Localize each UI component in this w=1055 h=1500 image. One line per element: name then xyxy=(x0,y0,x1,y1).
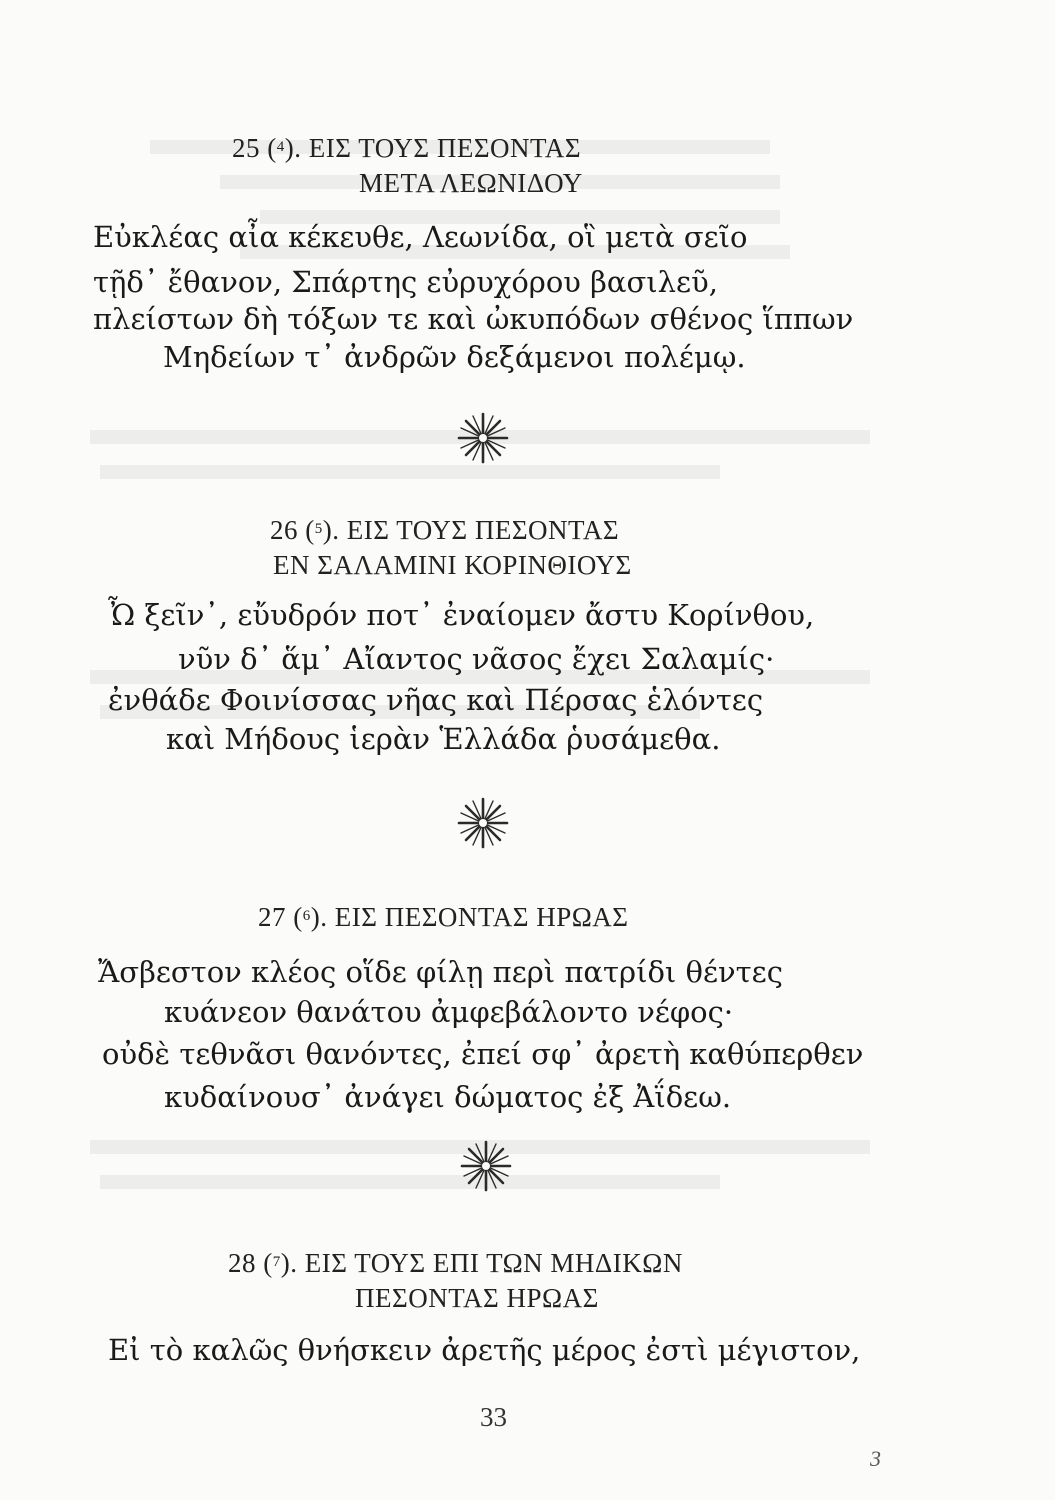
poem-27-heading: 27 ($^6$). ΕΙΣ ΠΕΣΟΝΤΑΣ ΗΡΩΑΣ xyxy=(258,902,629,932)
page-number: 33 xyxy=(480,1402,507,1432)
poem-26-number: 26 xyxy=(270,515,298,545)
poem-26-line-4: καὶ Μήδους ἱερὰν Ἑλλάδα ῥυσάμεθα. xyxy=(166,722,721,756)
poem-28-title-line1: ΕΙΣ ΤΟΥΣ ΕΠΙ ΤΩΝ ΜΗΔΙΚΩΝ xyxy=(304,1248,683,1278)
poem-27-line-1: Ἄσβεστον κλέος οἵδε φίλῃ περὶ πατρίδι θέντες xyxy=(98,955,783,989)
poem-26-ref: 5 xyxy=(314,521,323,537)
poem-27-ref: 6 xyxy=(302,908,311,924)
poem-26-line-3: ἐνθάδε Φοινίσσας νῆας καὶ Πέρσας ἑλόντες xyxy=(108,683,764,717)
poem-25-ref: 4 xyxy=(276,139,285,155)
signature-mark: 3 xyxy=(870,1446,881,1471)
poem-25-number: 25 xyxy=(232,133,260,163)
poem-25-line-1: Εὐκλέας αἶα κέκευθε, Λεωνίδα, οἳ μετὰ σεῖο xyxy=(93,220,748,254)
poem-26-heading: 26 ($^5$). ΕΙΣ ΤΟΥΣ ΠΕΣΟΝΤΑΣ xyxy=(270,515,620,545)
poem-28-number: 28 xyxy=(228,1248,256,1278)
poem-28-line-1: Εἰ τὸ καλῶς θνήσκειν ἀρετῆς μέρος ἐστὶ μέγιστον, xyxy=(108,1333,861,1367)
poem-27-number: 27 xyxy=(258,902,286,932)
poem-26-title-line2: ΕΝ ΣΑΛΑΜΙΝΙ ΚΟΡΙΝΘΙΟΥΣ xyxy=(273,550,632,580)
poem-25-line-2: τῇδ᾿ ἔθανον, Σπάρτης εὐρυχόρου βασιλεῦ, xyxy=(93,265,718,299)
poem-28-ref: 7 xyxy=(272,1254,281,1270)
poem-25-title-line1: ΕΙΣ ΤΟΥΣ ΠΕΣΟΝΤΑΣ xyxy=(308,133,582,163)
poem-25-line-4: Μηδείων τ᾿ ἀνδρῶν δεξάμενοι πολέμῳ. xyxy=(163,340,746,374)
asterisk-star-ornament-icon xyxy=(455,410,511,466)
poem-27-line-2: κυάνεον θανάτου ἀμφεβάλοντο νέφος· xyxy=(164,995,734,1029)
poem-26-line-2: νῦν δ᾿ ἅμ᾿ Αἴαντος νᾶσος ἔχει Σαλαμίς· xyxy=(178,642,775,676)
poem-26-title-line1: ΕΙΣ ΤΟΥΣ ΠΕΣΟΝΤΑΣ xyxy=(346,515,620,545)
poem-27-line-3: οὐδὲ τεθνᾶσι θανόντες, ἐπεί σφ᾿ ἀρετὴ καθύπερθεν xyxy=(102,1037,864,1071)
asterisk-star-ornament-icon xyxy=(458,1138,514,1194)
poem-25-heading: 25 ($^4$). ΕΙΣ ΤΟΥΣ ΠΕΣΟΝΤΑΣ xyxy=(232,133,582,163)
poem-27-title-line1: ΕΙΣ ΠΕΣΟΝΤΑΣ ΗΡΩΑΣ xyxy=(334,902,629,932)
poem-25-line-3: πλείστων δὴ τόξων τε καὶ ὠκυπόδων σθένος ἵππων xyxy=(93,302,854,336)
asterisk-star-ornament-icon xyxy=(455,795,511,851)
poem-28-heading: 28 ($^7$). ΕΙΣ ΤΟΥΣ ΕΠΙ ΤΩΝ ΜΗΔΙΚΩΝ xyxy=(228,1248,683,1278)
poem-26-line-1: Ὦ ξεῖν᾿, εὔυδρόν ποτ᾿ ἐναίομεν ἄστυ Κορίνθου, xyxy=(108,598,815,632)
poem-28-title-line2: ΠΕΣΟΝΤΑΣ ΗΡΩΑΣ xyxy=(355,1283,599,1313)
poem-27-line-4: κυδαίνουσ᾿ ἀνάγει δώματος ἐξ Ἀΐδεω. xyxy=(164,1080,732,1114)
poem-25-title-line2: ΜΕΤΑ ΛΕΩΝΙΔΟΥ xyxy=(359,168,583,198)
